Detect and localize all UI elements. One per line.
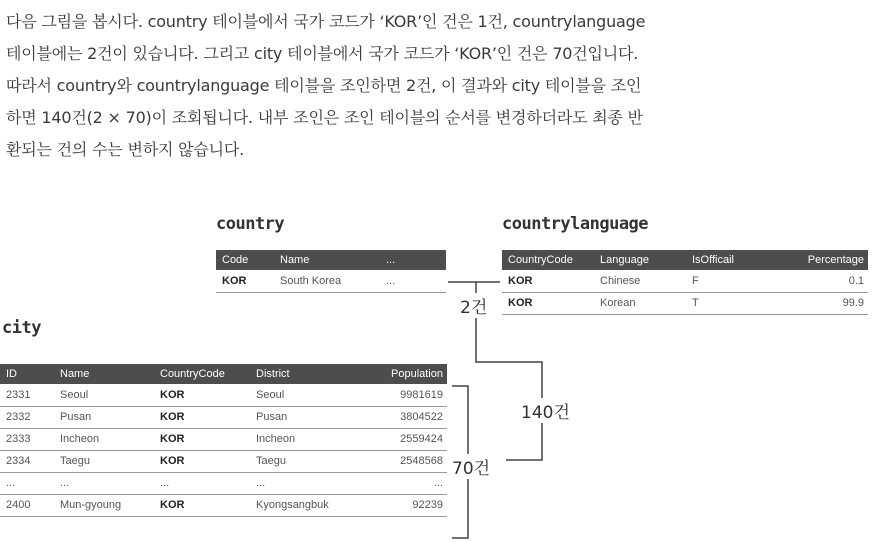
table-cell: Incheon bbox=[54, 428, 154, 450]
table-cell: 0.1 bbox=[782, 270, 868, 292]
column-header: IsOfficail bbox=[686, 250, 782, 270]
table-cell: Seoul bbox=[250, 384, 366, 406]
column-header: Code bbox=[216, 250, 274, 270]
countrylanguage-table-title: countrylanguage bbox=[502, 214, 649, 234]
column-header: ID bbox=[0, 364, 54, 384]
paragraph-line: 다음 그림을 봅시다. country 테이블에서 국가 코드가 ‘KOR’인 건은 1건, countrylanguage bbox=[6, 12, 646, 31]
table-header-row bbox=[216, 250, 446, 270]
table-cell: Kyongsangbuk bbox=[250, 494, 366, 516]
table-cell: 92239 bbox=[366, 494, 447, 516]
table-row bbox=[216, 270, 446, 292]
table-cell: South Korea bbox=[274, 270, 380, 292]
city-table bbox=[0, 364, 447, 517]
column-header: Population bbox=[366, 364, 447, 384]
table-row bbox=[0, 450, 447, 472]
table-row bbox=[0, 384, 447, 406]
intro-paragraph bbox=[0, 6, 875, 166]
column-header: Language bbox=[594, 250, 686, 270]
table-cell: KOR bbox=[154, 428, 250, 450]
table-cell: 2548568 bbox=[366, 450, 447, 472]
table-cell: KOR bbox=[502, 270, 594, 292]
table-cell: KOR bbox=[502, 292, 594, 314]
table-cell: 2334 bbox=[0, 450, 54, 472]
table-header-row bbox=[502, 250, 868, 270]
table-cell: 99.9 bbox=[782, 292, 868, 314]
table-cell: Korean bbox=[594, 292, 686, 314]
table-cell: F bbox=[686, 270, 782, 292]
table-cell: Chinese bbox=[594, 270, 686, 292]
table-cell: KOR bbox=[154, 494, 250, 516]
table-cell: Mun-gyoung bbox=[54, 494, 154, 516]
table-cell: 2559424 bbox=[366, 428, 447, 450]
table-cell: KOR bbox=[154, 406, 250, 428]
table-cell: ... bbox=[380, 270, 446, 292]
city-count-label-70: 70건 bbox=[450, 454, 492, 479]
table-cell: ... bbox=[0, 472, 54, 494]
city-table-title: city bbox=[2, 318, 41, 338]
table-header-row bbox=[0, 364, 447, 384]
table-cell: Taegu bbox=[250, 450, 366, 472]
column-header: Name bbox=[54, 364, 154, 384]
column-header: ... bbox=[380, 250, 446, 270]
table-row bbox=[502, 292, 868, 314]
countrylanguage-table bbox=[502, 250, 868, 315]
table-row bbox=[0, 472, 447, 494]
paragraph-line: 따라서 country와 countrylanguage 테이블을 조인하면 2건, 이 결과와 city 테이블을 조인 bbox=[6, 76, 642, 95]
table-row bbox=[502, 270, 868, 292]
join-count-label-140: 140건 bbox=[519, 398, 572, 423]
table-cell: Pusan bbox=[250, 406, 366, 428]
join-count-label-2: 2건 bbox=[458, 293, 489, 318]
country-table-title: country bbox=[216, 214, 285, 234]
table-cell: KOR bbox=[216, 270, 274, 292]
table-cell: Pusan bbox=[54, 406, 154, 428]
table-cell: Seoul bbox=[54, 384, 154, 406]
table-cell: KOR bbox=[154, 450, 250, 472]
table-cell: 2400 bbox=[0, 494, 54, 516]
paragraph-line: 하면 140건(2 × 70)이 조회됩니다. 내부 조인은 조인 테이블의 순서를 변경하더라도 최종 반 bbox=[6, 108, 643, 127]
table-cell: ... bbox=[54, 472, 154, 494]
table-cell: 2331 bbox=[0, 384, 54, 406]
table-row bbox=[0, 494, 447, 516]
table-cell: ... bbox=[250, 472, 366, 494]
table-cell: Taegu bbox=[54, 450, 154, 472]
column-header: Percentage bbox=[782, 250, 868, 270]
table-row bbox=[0, 406, 447, 428]
column-header: CountryCode bbox=[154, 364, 250, 384]
paragraph-line: 테이블에는 2건이 있습니다. 그리고 city 테이블에서 국가 코드가 ‘KOR’인 건은 70건입니다. bbox=[6, 44, 639, 63]
column-header: Name bbox=[274, 250, 380, 270]
table-cell: Incheon bbox=[250, 428, 366, 450]
country-table bbox=[216, 250, 446, 293]
paragraph-line: 환되는 건의 수는 변하지 않습니다. bbox=[6, 140, 245, 159]
table-cell: 9981619 bbox=[366, 384, 447, 406]
table-cell: T bbox=[686, 292, 782, 314]
table-cell: ... bbox=[366, 472, 447, 494]
table-cell: 2332 bbox=[0, 406, 54, 428]
column-header: District bbox=[250, 364, 366, 384]
table-cell: ... bbox=[154, 472, 250, 494]
table-cell: KOR bbox=[154, 384, 250, 406]
table-cell: 2333 bbox=[0, 428, 54, 450]
table-row bbox=[0, 428, 447, 450]
table-cell: 3804522 bbox=[366, 406, 447, 428]
column-header: CountryCode bbox=[502, 250, 594, 270]
